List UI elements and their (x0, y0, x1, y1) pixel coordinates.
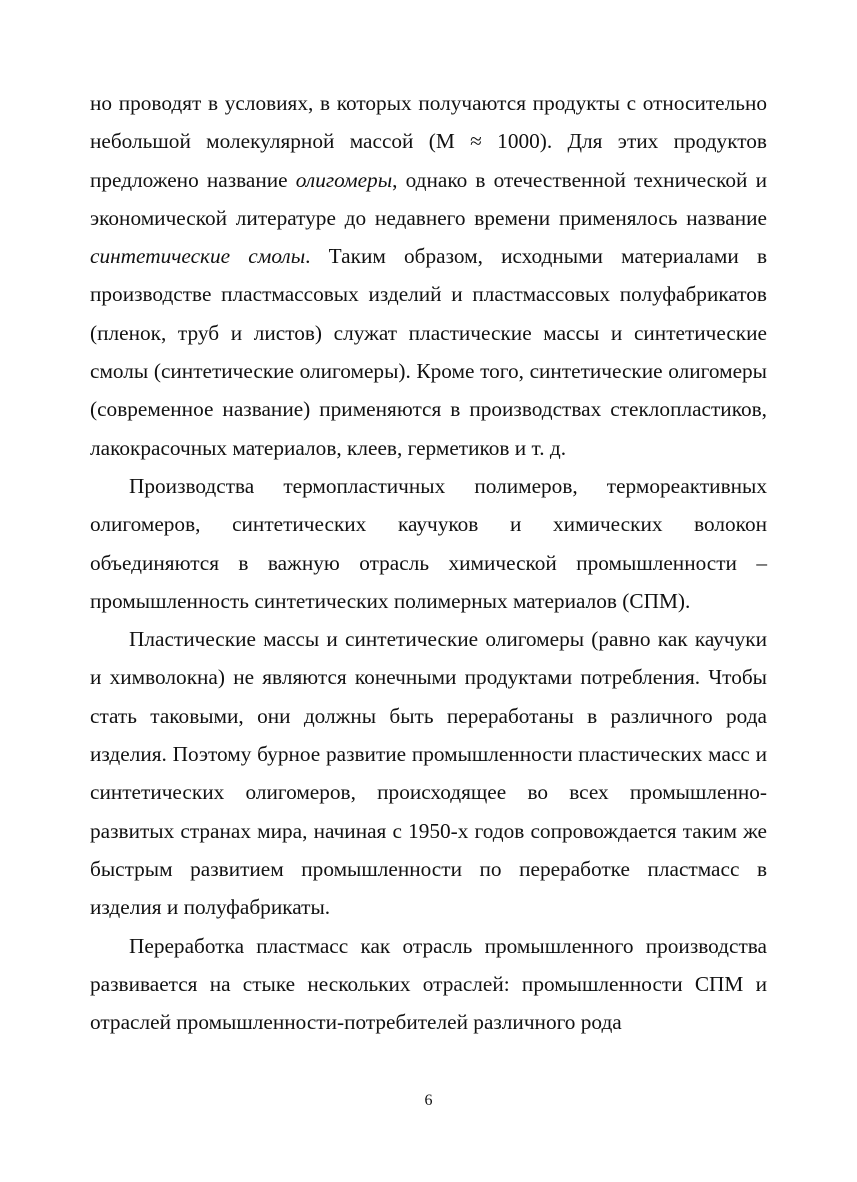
page-body (90, 84, 767, 1041)
paragraph-3-text: Пластические массы и синтетические олигомеры (равно как каучуки и химволокна) не являются конечными продуктами потребления. Чтобы стать таковыми, они должны быть переработаны в различного рода изделия. Поэтому бурное развитие промышленности пластических масс и синтетических олигомеров, происходящее во всех промышленно-развитых странах мира, начиная с 1950-х годов сопровождается таким же быстрым развитием промышленности по переработке пластмасс в изделия и полуфабрикаты. (90, 627, 767, 920)
paragraph-3 (90, 620, 767, 926)
paragraph-4 (90, 927, 767, 1042)
paragraph-2 (90, 467, 767, 620)
paragraph-1-text-b: , однако в отечественной технической и экономической литературе до недавнего времени применялось название (90, 167, 767, 230)
paragraph-2-text: Производства термопластичных полимеров, термореактивных олигомеров, синтетических каучуков и химических волокон объединяются в важную отрасль химической промышленности – промышленность синтетических полимерных материалов (СПМ). (90, 473, 767, 613)
term-synthetic-resins: синтетические смолы (90, 244, 306, 269)
paragraph-4-text: Переработка пластмасс как отрасль промышленного производства развивается на стыке нескольких отраслей: промышленности СПМ и отраслей промышленности-потребителей различного рода (90, 933, 767, 1035)
page-number: 6 (424, 1092, 433, 1109)
paragraph-1-text-a: но проводят в условиях, в которых получаются продукты с относительно небольшой молекулярной массой (M ≈ 1000). Для этих продуктов предложено название (90, 91, 767, 192)
paragraph-1 (90, 84, 767, 467)
paragraph-1-text-c: . Таким образом, исходными материалами в производстве пластмассовых изделий и пластмассовых полуфабрикатов (пленок, труб и листов) служат пластические массы и синтетические смолы (синтетические олигомеры). Кроме того, синтетические олигомеры (современное название) применяются в производствах стеклопластиков, лакокрасочных материалов, клеев, герметиков и т. д. (90, 244, 767, 460)
term-oligomers: олигомеры (295, 167, 393, 192)
